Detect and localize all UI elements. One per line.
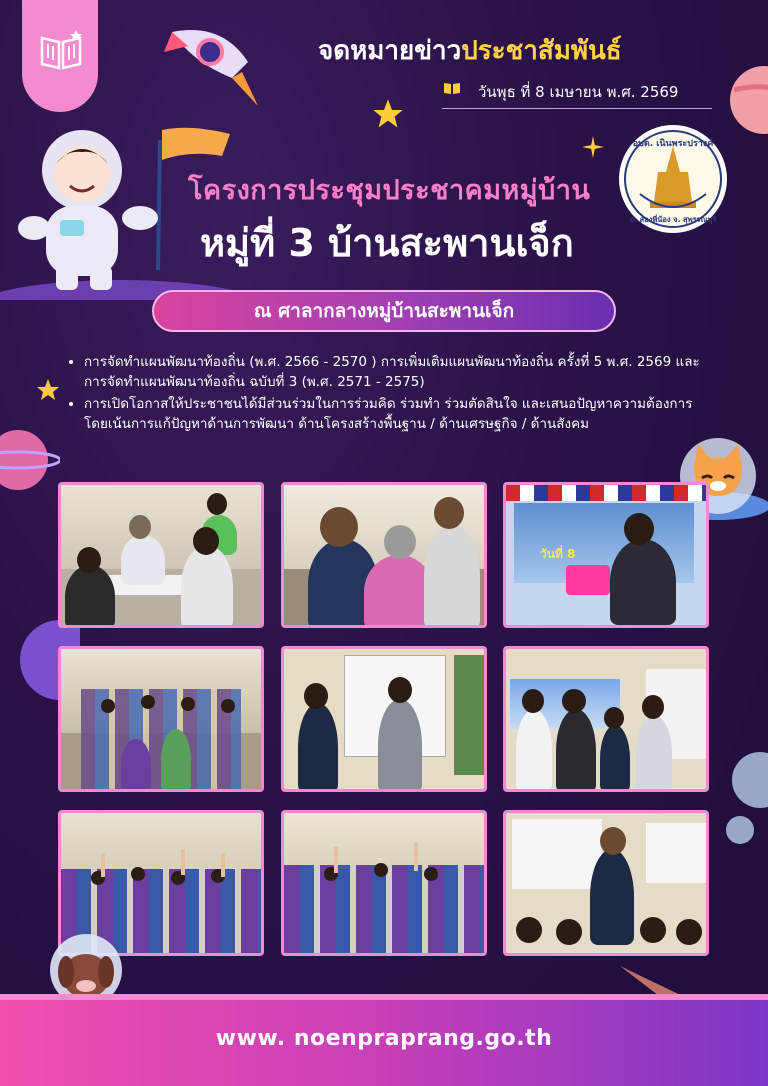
photo-banner-text: วันที่ 8 (540, 547, 576, 561)
agenda-item: • การเปิดโอกาสให้ประชาชนได้มีส่วนร่วมในการร่วมคิด ร่วมทำ ร่วมตัดสินใจ และเสนอปัญหาความต้องการ โดยเน้นการแก้ปัญหาด้านการพัฒนา ด้านโครงสร้างพื้นฐาน / ด้านเศรษฐกิจ / ด้านสังคม (84, 394, 712, 434)
village-title: หมู่ที่ 3 บ้านสะพานเจ็ก (200, 221, 574, 265)
event-photo (503, 482, 709, 628)
newsletter-title (318, 30, 622, 71)
website-url[interactable]: www. noenpraprang.go.th (215, 1026, 553, 1051)
planet-icon (0, 420, 60, 500)
agenda-item: • การจัดทำแผนพัฒนาท้องถิ่น (พ.ศ. 2566 - 2570 ) การเพิ่มเติมแผนพัฒนาท้องถิ่น ครั้งที่ 5 พ.ศ. 2569 และ การจัดทำแผนพัฒนาท้องถิ่น ฉบับที่ 3 (พ.ศ. 2571 - 2575) (84, 352, 712, 392)
star-icon (36, 378, 60, 402)
project-title: โครงการประชุมประชาคมหมู่บ้าน (188, 175, 591, 206)
seal-org-text: อบต. เนินพระปรางค์ (632, 139, 714, 149)
planet-icon (724, 60, 768, 140)
book-logo-icon (38, 28, 84, 74)
location-text: ณ ศาลากลางหมู่บ้านสะพานเจ็ก (253, 300, 515, 322)
event-photo (503, 810, 709, 956)
planet-icon (720, 740, 768, 850)
header-divider (442, 108, 712, 109)
event-photo (58, 646, 264, 792)
star-icon (372, 98, 404, 130)
event-photo (503, 646, 709, 792)
star-icon (582, 136, 604, 158)
event-photo (281, 810, 487, 956)
event-photo (58, 482, 264, 628)
logo-badge (22, 0, 98, 112)
title-part2: ประชาสัมพันธ์ (461, 36, 622, 66)
newsletter-date: วันพุธ ที่ 8 เมษายน พ.ศ. 2569 (478, 83, 679, 101)
seal-district-text: อ. สองพี่น้อง จ. สุพรรณบุรี (629, 215, 717, 224)
title-part1: จดหมายข่าว (318, 36, 462, 66)
rocket-icon (162, 22, 262, 108)
agenda-list (62, 352, 712, 436)
open-book-icon (444, 82, 460, 94)
location-banner (152, 290, 616, 332)
event-photo (281, 646, 487, 792)
event-photo (281, 482, 487, 628)
